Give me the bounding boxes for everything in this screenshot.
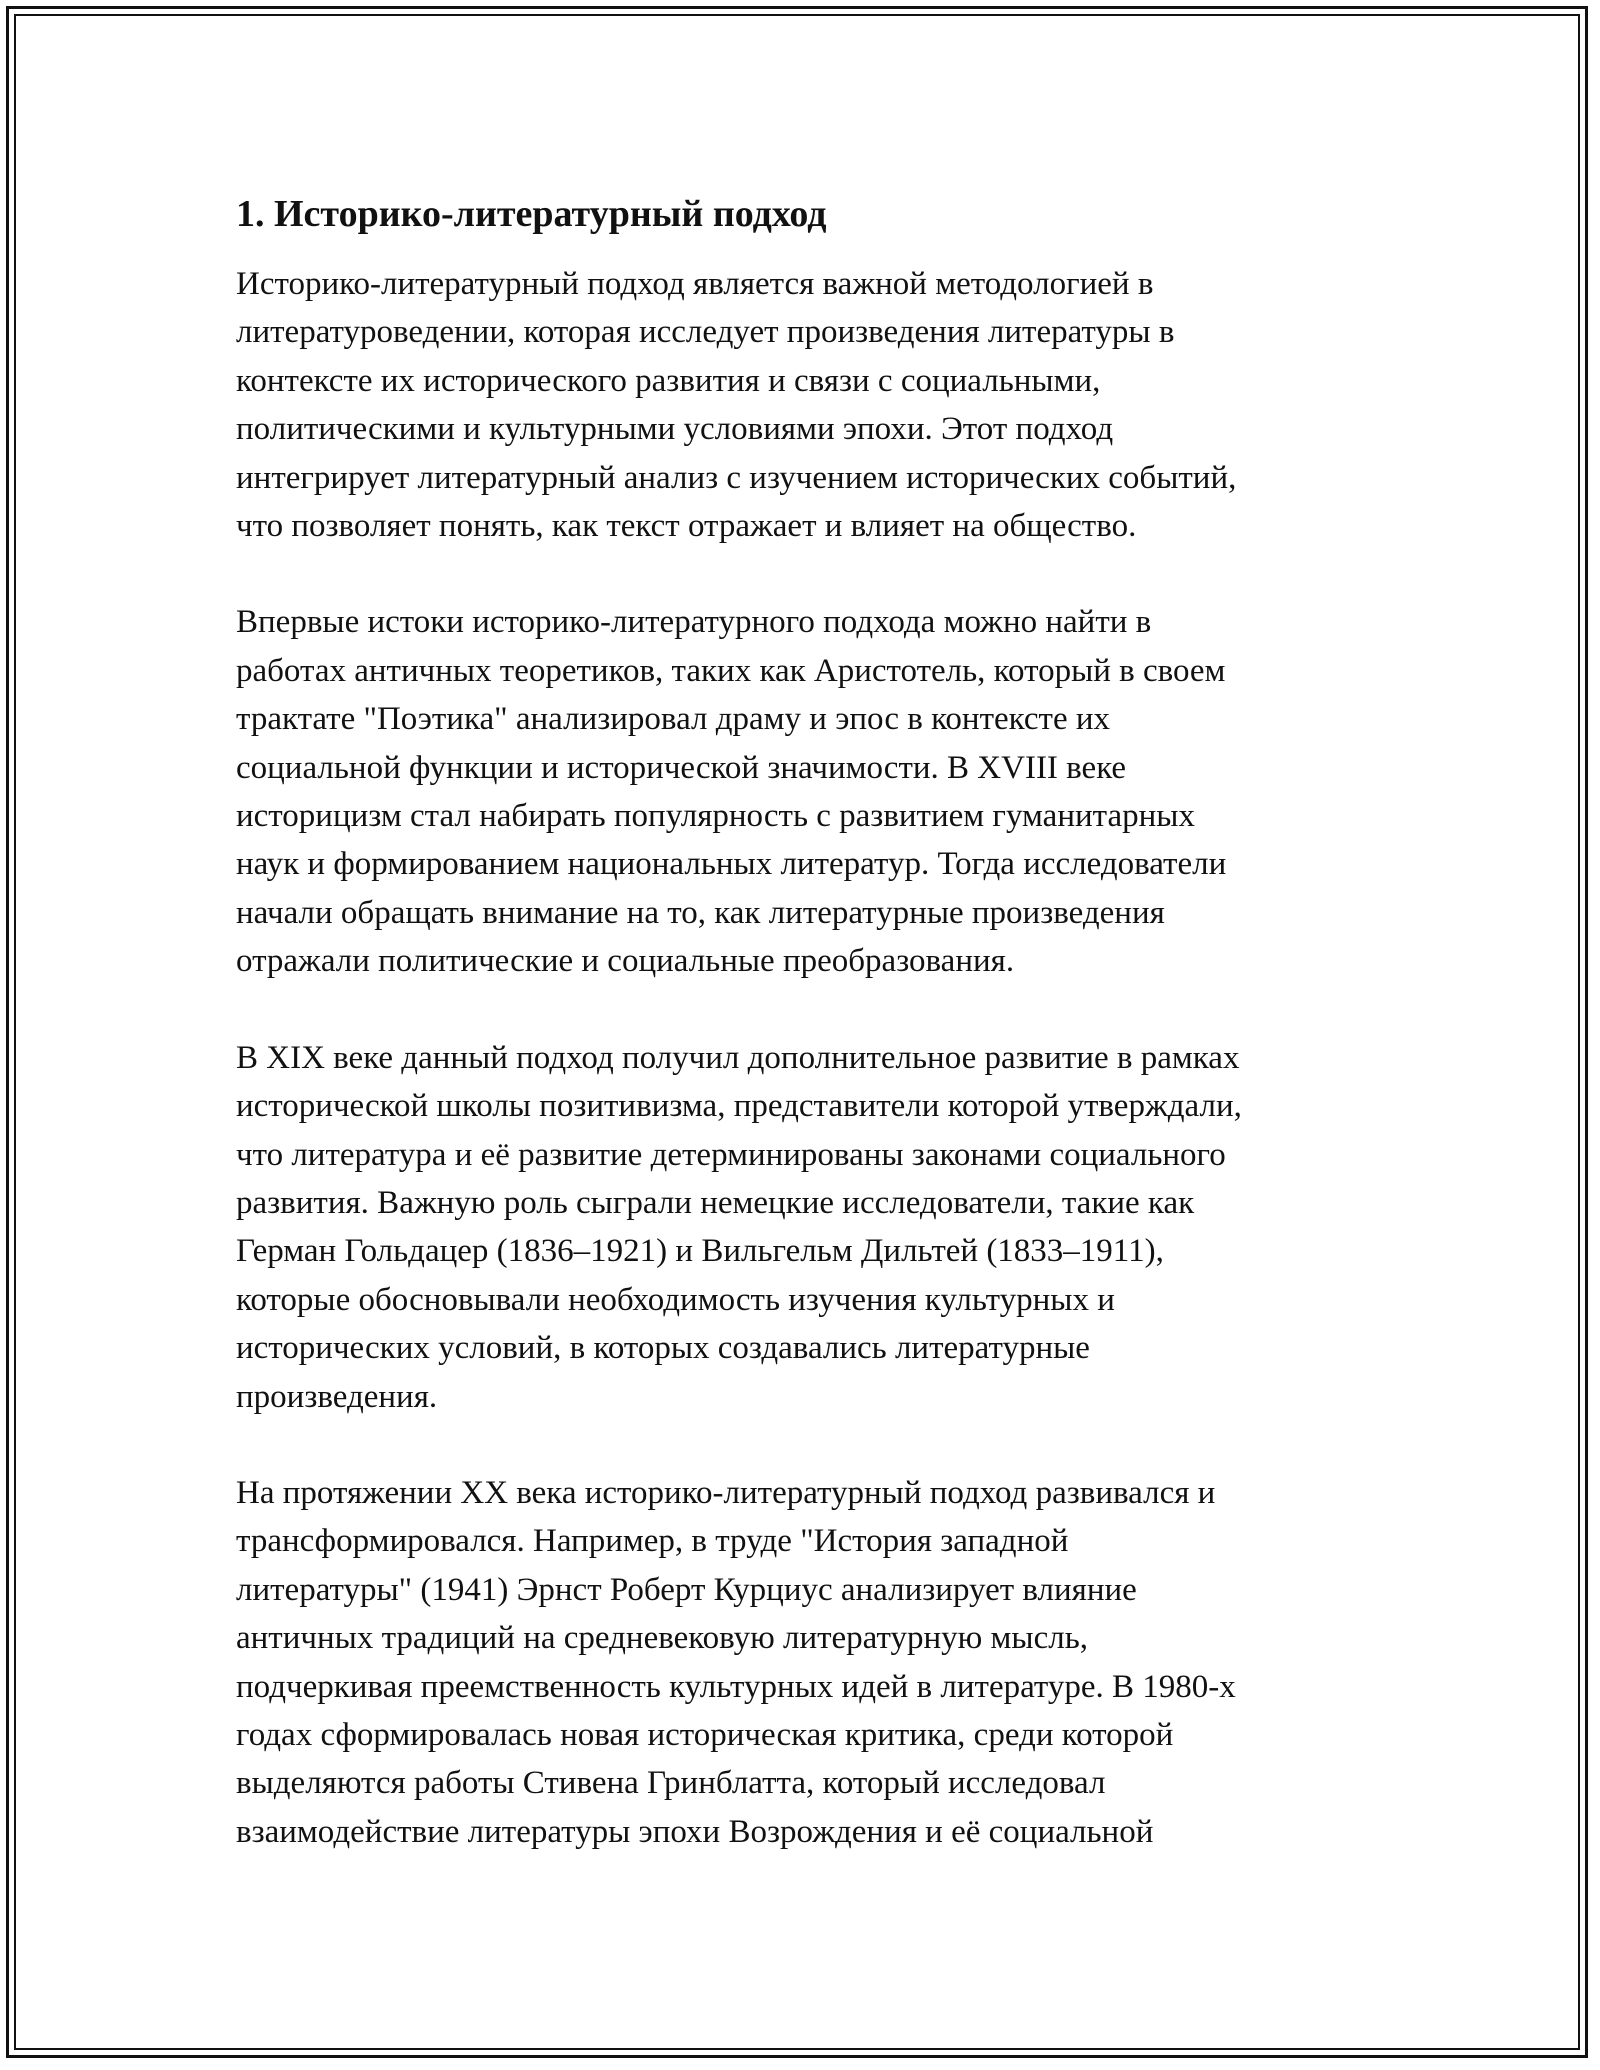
paragraph-line: историцизм стал набирать популярность с развитием гуманитарных bbox=[236, 798, 1195, 835]
paragraph-line: Впервые истоки историко-литературного подхода можно найти в bbox=[236, 604, 1152, 641]
paragraph-line: что литература и её развитие детерминированы законами социального bbox=[236, 1136, 1226, 1173]
paragraph-line: работах античных теоретиков, таких как Аристотель, который в своем bbox=[236, 652, 1226, 689]
paragraph bbox=[236, 1034, 1386, 1421]
paragraph-line: интегрирует литературный анализ с изучением исторических событий, bbox=[236, 459, 1237, 496]
paragraph-line: античных традиций на средневековую литературную мысль, bbox=[236, 1620, 1088, 1657]
paragraph-line: политическими и культурными условиями эпохи. Этот подход bbox=[236, 411, 1114, 448]
paragraph-line: исторических условий, в которых создавались литературные bbox=[236, 1330, 1090, 1367]
paragraph-line: трансформировался. Например, в труде "История западной bbox=[236, 1523, 1069, 1560]
paragraph-line: наук и формированием национальных литератур. Тогда исследователи bbox=[236, 846, 1227, 883]
paragraph-line: подчеркивая преемственность культурных идей в литературе. В 1980-х bbox=[236, 1668, 1236, 1705]
paragraph-line: исторической школы позитивизма, представители которой утверждали, bbox=[236, 1088, 1242, 1125]
paragraph-line: Историко-литературный подход является важной методологией в bbox=[236, 266, 1154, 302]
paragraph-line: литературоведении, которая исследует произведения литературы в bbox=[236, 314, 1175, 351]
paragraph-line: взаимодействие литературы эпохи Возрождения и её социальной bbox=[236, 1813, 1154, 1850]
paragraph-line: В XIX веке данный подход получил дополнительное развитие в рамках bbox=[236, 1039, 1240, 1076]
paragraph bbox=[236, 598, 1386, 985]
paragraph-line: развития. Важную роль сыграли немецкие исследователи, такие как bbox=[236, 1184, 1195, 1221]
paragraph-line: литературы" (1941) Эрнст Роберт Курциус анализирует влияние bbox=[236, 1571, 1137, 1608]
paragraph-line: начали обращать внимание на то, как литературные произведения bbox=[236, 894, 1165, 931]
paragraph-line: выделяются работы Стивена Гринблатта, который исследовал bbox=[236, 1765, 1106, 1802]
paragraph-line: произведения. bbox=[236, 1378, 438, 1415]
paragraph-line: что позволяет понять, как текст отражает и влияет на общество. bbox=[236, 508, 1137, 545]
paragraph-line: социальной функции и исторической значимости. В XVIII веке bbox=[236, 749, 1127, 786]
document-body bbox=[236, 186, 1386, 1904]
paragraph bbox=[236, 1469, 1386, 1856]
section-heading: 1. Историко-литературный подход bbox=[236, 193, 827, 235]
paragraphs-container bbox=[236, 260, 1386, 1856]
paragraph-line: Герман Гольдацер (1836–1921) и Вильгельм Дильтей (1833–1911), bbox=[236, 1233, 1164, 1270]
paragraph-line: На протяжении XX века историко-литературный подход развивался и bbox=[236, 1474, 1216, 1511]
paragraph-line: отражали политические и социальные преобразования. bbox=[236, 943, 1015, 980]
paragraph-line: которые обосновывали необходимость изучения культурных и bbox=[236, 1281, 1115, 1318]
paragraph-line: контексте их исторического развития и связи с социальными, bbox=[236, 362, 1101, 399]
paragraph-line: трактате "Поэтика" анализировал драму и эпос в контексте их bbox=[236, 701, 1111, 738]
paragraph-line: годах сформировалась новая историческая критика, среди которой bbox=[236, 1716, 1174, 1753]
paragraph bbox=[236, 260, 1386, 550]
